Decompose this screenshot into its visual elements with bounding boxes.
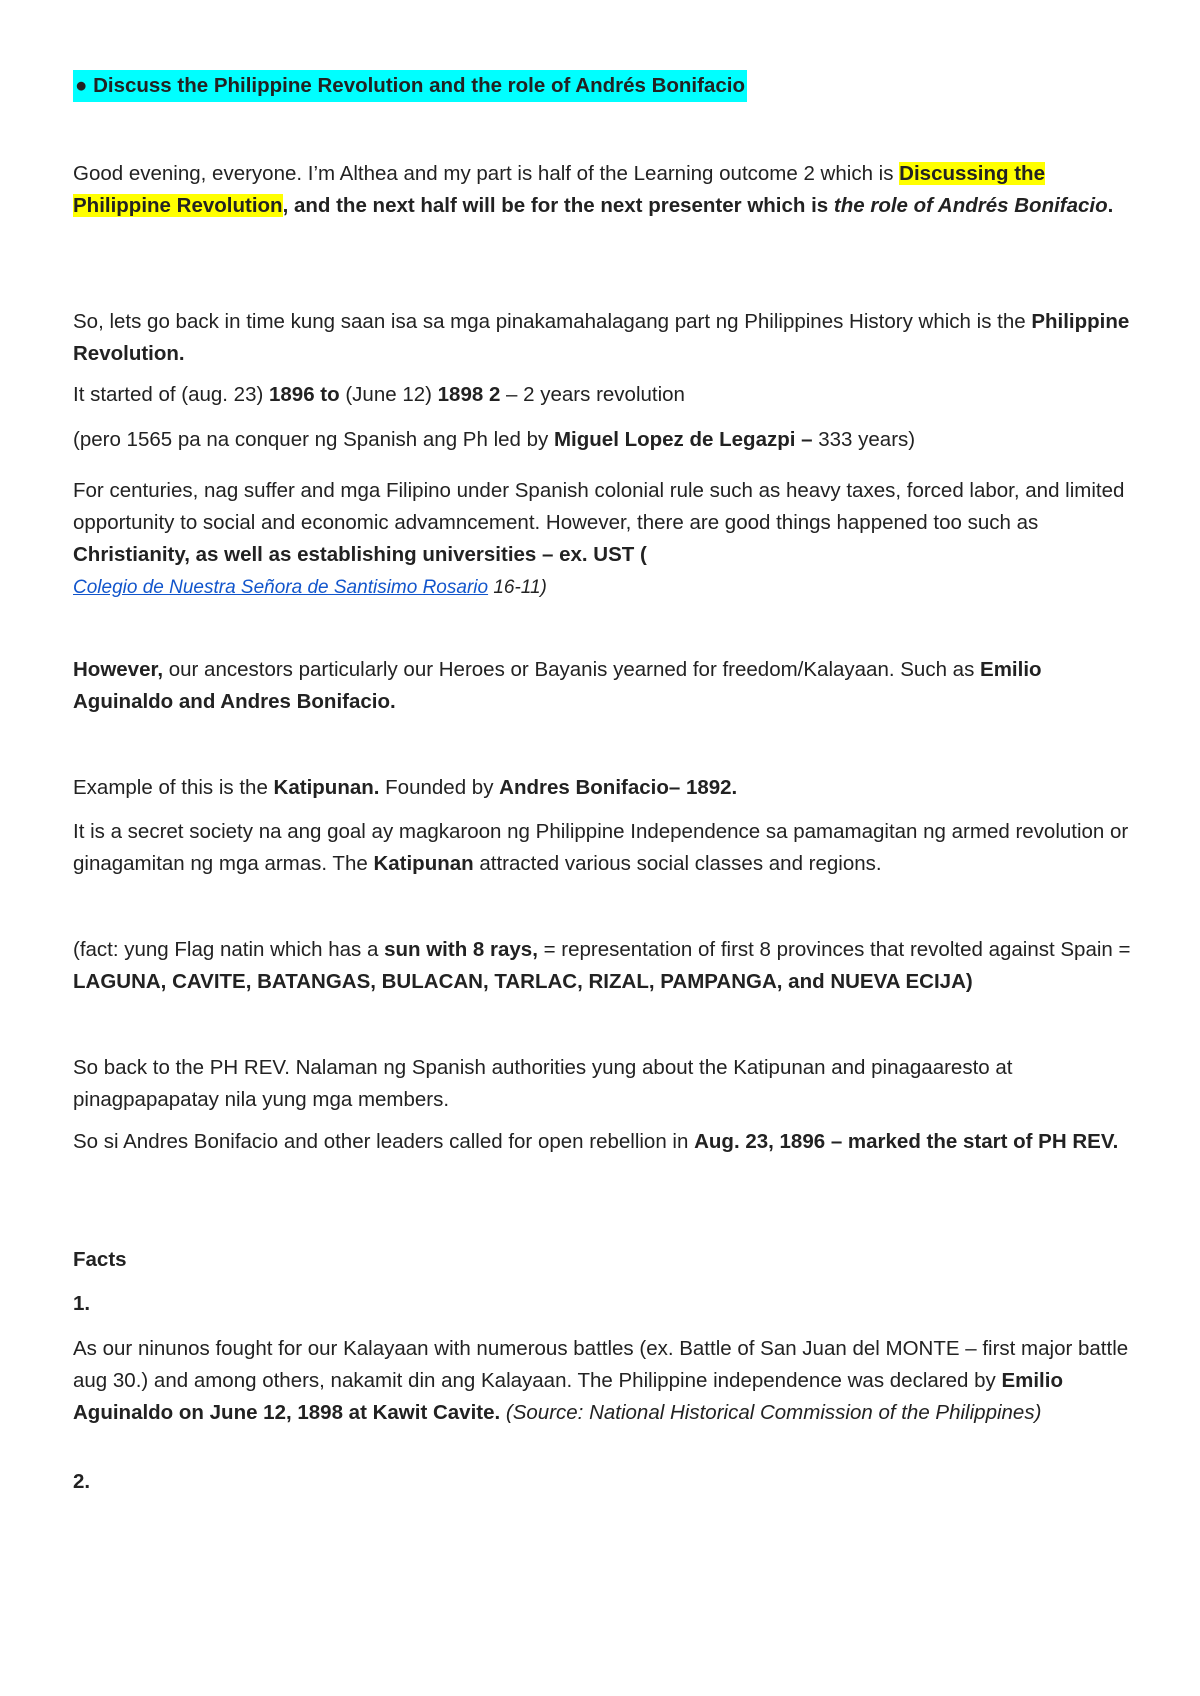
paragraph-secret-society [73,816,1143,880]
paragraph-go-back [73,306,1143,370]
ust-link[interactable]: Colegio de Nuestra Señora de Santisimo Rosario [73,577,489,598]
conquer-years: 333 years) [812,428,916,451]
sun-rays-bold: sun with 8 rays, [384,938,538,961]
intro-text: Good evening, everyone. I’m Althea and my part is half of the Learning outcome 2 which is [73,162,900,185]
katipunan-bold-2: Katipunan [373,852,474,875]
katipunan-bold: Katipunan. [273,776,380,799]
katipunan-intro: Example of this is the [73,776,274,799]
next-topic: the role of Andrés Bonifacio [833,194,1108,217]
paragraph-started [73,379,685,411]
paragraph-independence [73,1333,1143,1429]
independence-bold: Emilio Aguinaldo on June 12, 1898 at Kawit Cavite. [73,1369,1063,1424]
however-bold: However, [73,658,169,681]
society-text: It is a secret society na ang goal ay magkaroon ng Philippine Independence sa pamamagitan ng armed revolution or ginagamitan ng mga armas. The [73,820,1129,875]
rebellion-text: So si Andres Bonifacio and other leaders called for open rebellion in [73,1130,695,1153]
heroes-names: Emilio Aguinaldo and Andres Bonifacio. [73,658,1042,713]
fact-2-label: 2. [73,1470,91,1493]
heading-line [73,70,747,102]
conquer-text: (pero 1565 pa na conquer ng Spanish ang Ph led by [73,428,554,451]
however-text: our ancestors particularly our Heroes or Bayanis yearned for freedom/Kalayaan. Such as [168,658,981,681]
christianity-bold: Christianity, as well as establishing universities – ex. UST ( [73,543,647,566]
paragraph-centuries [73,475,1143,604]
independence-text: As our ninunos fought for our Kalayaan with numerous battles (ex. Battle of San Juan del MONTE – first major battle aug 30.) and among others, nakamit din ang Kalayaan. The Philippine independence was declared by [73,1337,1129,1392]
fact-number-1 [73,1288,90,1320]
back-to-rev-text: So back to the PH REV. Nalaman ng Spanish authorities yung about the Katipunan and pinagaaresto at pinagpapapatay nila yung mga members. [73,1056,1013,1111]
fact-1-label: 1. [73,1292,91,1315]
paragraph-however [73,654,1143,718]
flag-text: (fact: yung Flag natin which has a [73,938,385,961]
founded-text: Founded by [379,776,500,799]
facts-heading-line [73,1244,127,1276]
fact-number-2 [73,1466,90,1498]
society-end: attracted various social classes and regions. [473,852,882,875]
paragraph-rebellion [73,1126,1143,1158]
ended-year: 1898 2 [437,383,501,406]
go-back-bold: Philippine Revolution. [73,310,1130,365]
source-citation: (Source: National Historical Commission of the Philippines) [505,1401,1042,1424]
paragraph-back-to-rev [73,1052,1143,1116]
intro-bold: , and the next half will be for the next presenter which is [282,194,834,217]
intro-paragraph [73,158,1143,222]
go-back-text: So, lets go back in time kung saan isa sa mga pinakamahalagang part ng Philippines History which is the [73,310,1032,333]
paragraph-flag-fact [73,934,1143,998]
duration-text: – 2 years revolution [500,383,685,406]
started-mid: (June 12) [339,383,438,406]
highlighted-topic: Discussing the Philippine Revolution [73,162,1045,217]
intro-end: . [1107,194,1114,217]
rebellion-date: Aug. 23, 1896 – marked the start of PH REV. [694,1130,1119,1153]
paragraph-conquer [73,424,915,456]
legazpi-name: Miguel Lopez de Legazpi – [553,428,813,451]
paragraph-katipunan [73,772,737,804]
facts-heading: Facts [73,1248,127,1271]
ust-year: 16-11) [488,577,547,598]
started-year: 1896 to [269,383,340,406]
provinces-list: LAGUNA, CAVITE, BATANGAS, BULACAN, TARLAC, RIZAL, PAMPANGA, and NUEVA ECIJA) [73,970,973,993]
started-text: It started of (aug. 23) [73,383,269,406]
document-heading: ● Discuss the Philippine Revolution and the role of Andrés Bonifacio [73,70,747,102]
provinces-text: = representation of first 8 provinces that revolted against Spain = [537,938,1131,961]
centuries-text: For centuries, nag suffer and mga Filipino under Spanish colonial rule such as heavy taxes, forced labor, and limited opportunity to social and economic advamncement. However, there are good things happened too such as [73,479,1125,534]
founder-bold: Andres Bonifacio– 1892. [499,776,738,799]
